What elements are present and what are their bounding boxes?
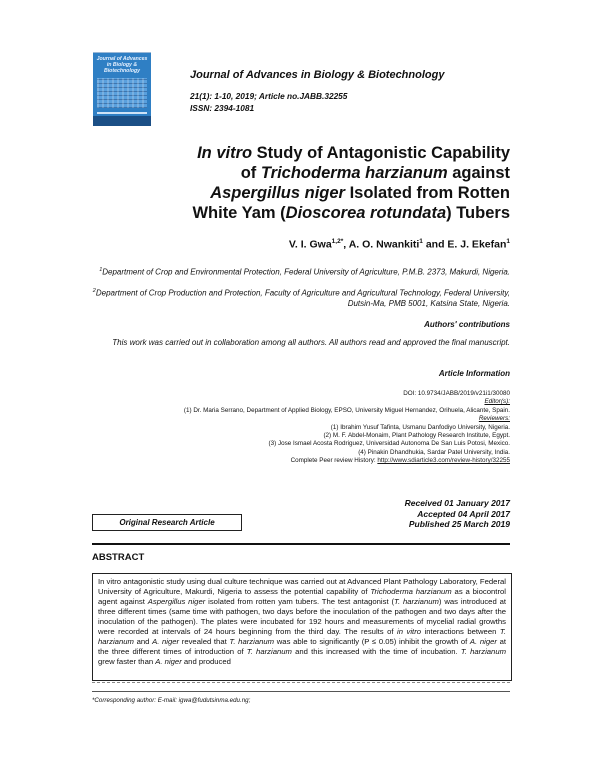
cover-title: Journal of Advances in Biology & Biotechnology bbox=[96, 56, 148, 74]
abstract-italic: T. harzianum bbox=[460, 647, 507, 656]
title-part: of bbox=[240, 164, 261, 182]
corresponding-author: *Corresponding author: E-mail: igwa@fudutsinma.edu.ng; bbox=[92, 697, 251, 704]
title-part: Trichoderma harzianum bbox=[260, 164, 448, 182]
abstract-text: In vitro antagonistic study using dual culture technique was carried out at Advanced Plant Pathology Laboratory, Federal University of Agriculture, Makurdi, Nigeria to assess the potential capability of bbox=[98, 577, 506, 596]
author-sup: 1,2* bbox=[331, 238, 344, 245]
author-name: V. I. Gwa bbox=[288, 238, 332, 251]
affiliation-sup: 2 bbox=[92, 288, 96, 294]
reviewer-item: (3) Jose Ismael Acosta Rodriguez, Universidad Autonoma De San Luis Potosi, Mexico. bbox=[268, 440, 510, 448]
review-history bbox=[30, 457, 510, 465]
abstract-text: interactions between bbox=[421, 627, 500, 636]
article-title bbox=[90, 143, 510, 223]
author-name: , A. O. Nwankiti bbox=[343, 238, 420, 251]
received-date: Received 01 January 2017 bbox=[404, 498, 510, 508]
article-info-block bbox=[30, 390, 510, 466]
title-part: Aspergillus niger bbox=[210, 184, 345, 202]
abstract-italic: Trichoderma harzianum bbox=[370, 587, 452, 596]
accepted-date: Accepted 04 April 2017 bbox=[417, 508, 510, 519]
title-part: In vitro bbox=[197, 144, 253, 162]
abstract-italic: A. niger bbox=[155, 657, 182, 666]
contributions-heading: Authors' contributions bbox=[424, 320, 510, 329]
cover-footer bbox=[93, 116, 151, 126]
abstract-heading: ABSTRACT bbox=[92, 552, 145, 563]
issn: ISSN: 2394-1081 bbox=[190, 103, 255, 113]
footnote-divider bbox=[92, 691, 510, 692]
abstract-text: as a biocontrol agent against bbox=[98, 587, 506, 606]
reviewer-item: (2) M. F. Abdel-Monaim, Plant Pathology Research Institute, Egypt. bbox=[323, 432, 510, 440]
review-history-label: Complete Peer review History: bbox=[290, 457, 378, 465]
title-part: Dioscorea rotundata bbox=[285, 204, 447, 222]
author-sup: 1 bbox=[419, 238, 423, 245]
abstract-italic: A. niger bbox=[469, 637, 497, 646]
reviewer-item: (4) Pinakin Dhandhukia, Sardar Patel University, India. bbox=[358, 448, 510, 456]
affiliation-sup: 1 bbox=[99, 267, 103, 273]
footnote-divider-dashed bbox=[92, 682, 510, 683]
abstract-text: grew faster than bbox=[98, 657, 156, 666]
cover-divider bbox=[97, 112, 147, 114]
abstract-italic: T. harzianum bbox=[246, 647, 292, 656]
abstract-text: was able to significantly (P ≤ 0.05) inhibit the growth of bbox=[274, 637, 470, 646]
section-divider bbox=[92, 543, 510, 545]
affiliation-1 bbox=[70, 265, 510, 278]
abstract-text: revealed that bbox=[179, 637, 230, 646]
journal-cover-image bbox=[93, 44, 151, 126]
title-part: Isolated from Rotten bbox=[344, 184, 510, 202]
editor-item: (1) Dr. Maria Serrano, Department of Applied Biology, EPSO, University Miguel Hernandez, Orihuela, Alicante, Spain. bbox=[183, 406, 510, 414]
abstract-italic: in vitro bbox=[397, 627, 422, 636]
reviewers-label: Reviewers: bbox=[478, 415, 510, 423]
abstract-italic: A. niger bbox=[152, 637, 180, 646]
abstract-text: ) was introduced at three different times (same time with pathogen, two days before the inoculation of the pathogen and two days after the inoculation of the pathogen). The plates were incubated for 192 hours and measurements of mycelial radial growths were recorded at intervals of 24 hours beginning from the third day. The results of bbox=[98, 597, 506, 636]
cover-artwork bbox=[97, 78, 147, 108]
affiliation-2 bbox=[70, 286, 510, 310]
doi: DOI: 10.9734/JABB/2019/v21i1/30080 bbox=[403, 390, 510, 397]
title-part: White Yam ( bbox=[192, 204, 286, 222]
title-part: ) Tubers bbox=[446, 204, 510, 222]
abstract-text: and bbox=[133, 637, 153, 646]
cover-top-band bbox=[93, 44, 151, 53]
editors-label: Editor(s): bbox=[484, 398, 510, 406]
article-type-badge: Original Research Article bbox=[92, 514, 242, 531]
abstract-italic: T. harzianum bbox=[98, 627, 506, 646]
publication-dates bbox=[405, 498, 510, 530]
reviewer-item: (1) Ibrahim Yusuf Tafinta, Usmanu Danfodiyo University, Nigeria. bbox=[330, 423, 510, 431]
contributions-text: This work was carried out in collaboration among all authors. All authors read and approved the final manuscript. bbox=[112, 338, 510, 347]
abstract-text: and produced bbox=[181, 657, 231, 666]
review-history-link[interactable]: http://www.sdiarticle3.com/review-history/32255 bbox=[377, 457, 510, 465]
author-name: and E. J. Ekefan bbox=[422, 238, 507, 251]
abstract-italic: T. harzianum bbox=[394, 597, 439, 606]
abstract-text: isolated from rotten yam tubers. The test antagonist ( bbox=[205, 597, 395, 606]
abstract-text: at the three different times of introduction of bbox=[98, 637, 507, 656]
journal-name: Journal of Advances in Biology & Biotechnology bbox=[190, 69, 445, 81]
title-part: against bbox=[447, 164, 510, 182]
abstract-text: and this increased with the time of incubation. bbox=[291, 647, 461, 656]
volume-line: 21(1): 1-10, 2019; Article no.JABB.32255 bbox=[190, 91, 348, 101]
author-sup: 1 bbox=[506, 238, 510, 245]
affiliation-text: Department of Crop Production and Protection, Faculty of Agriculture and Agricultural Technology, Federal University, Dutsin-Ma, PMB 5001, Katsina State, Nigeria. bbox=[95, 288, 510, 309]
article-info-heading: Article Information bbox=[438, 369, 510, 378]
published-date: Published 25 March 2019 bbox=[408, 519, 510, 529]
author-list bbox=[289, 238, 510, 251]
abstract-italic: Aspergillus niger bbox=[147, 597, 206, 606]
affiliation-text: Department of Crop and Environmental Protection, Federal University of Agriculture, P.M.B. 2373, Makurdi, Nigeria. bbox=[102, 267, 510, 277]
abstract-italic: T. harzianum bbox=[229, 637, 275, 646]
abstract-box bbox=[92, 573, 512, 681]
title-part: Study of Antagonistic Capability bbox=[252, 144, 510, 162]
